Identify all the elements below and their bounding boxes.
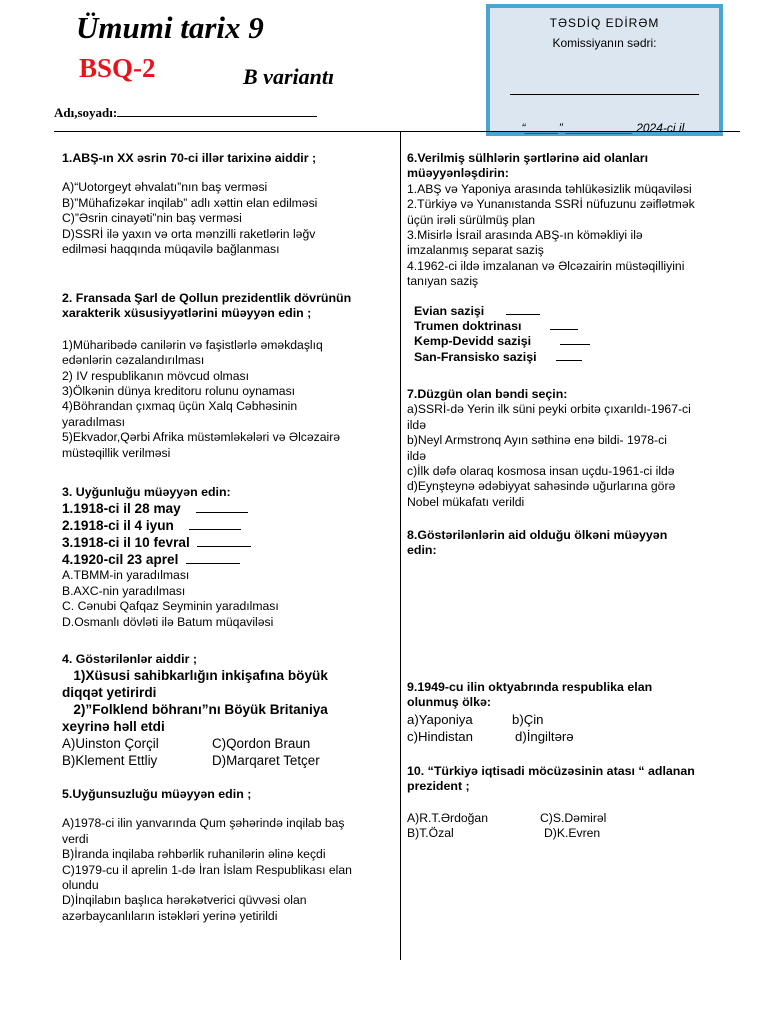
option: imzalanmış separat saziş [407, 243, 544, 258]
option: a)SSRİ-də Yerin ilk süni peyki orbitə çıxarıldı-1967-ci [407, 402, 691, 417]
question-7 [407, 387, 759, 510]
question-text: xarakterik xüsusiyyətlərini müəyyən edin ; [62, 306, 312, 321]
match-item: 3.1918-ci il 10 fevral [62, 534, 398, 551]
option: c)Hindistan [407, 728, 473, 744]
option: b)Çin [512, 711, 544, 727]
option: C)1979-cu il aprelin 1-də İran İslam Respublikası elan [62, 862, 352, 877]
option: B.AXC-nin yaradılması [62, 583, 186, 598]
question-2 [62, 291, 398, 461]
question-5 [62, 787, 398, 924]
question-text: 4. Göstərilənlər aiddir ; [62, 652, 197, 666]
option: 3.Misirlə İsrail arasında ABŞ-ın köməkliyi ilə [407, 228, 643, 243]
option: D.Osmanlı dövləti ilə Batum müqaviləsi [62, 614, 274, 629]
option: verdi [62, 831, 89, 846]
option: olundu [62, 878, 99, 893]
approval-box [486, 4, 723, 136]
option: D)SSRİ ilə yaxın və orta mənzilli raketlərin ləğv [62, 226, 316, 241]
option: tanıyan saziş [407, 274, 479, 289]
question-text: prezident ; [407, 779, 470, 794]
option: D)K.Evren [544, 826, 601, 841]
page-title: Ümumi tarix 9 [76, 10, 264, 45]
name-label: Adı,soyadı: [54, 105, 118, 120]
statement: diqqət yetirirdi [62, 685, 157, 701]
option: edənlərin cəzalandırılması [62, 353, 205, 368]
option: ildə [407, 417, 426, 432]
answer-blank[interactable] [189, 519, 241, 530]
option: 4.1962-ci ildə imzalanan və Əlcəzairin müstəqilliyini [407, 258, 685, 273]
answer-blank[interactable] [197, 536, 251, 547]
option: C)”Əsrin cinayəti”nin baş verməsi [62, 211, 242, 226]
question-text: 1.ABŞ-ın XX əsrin 70-ci illər tarixinə aiddir ; [62, 151, 317, 165]
option: 4)Böhrandan çıxmaq üçün Xalq Cəbhəsinin [62, 399, 298, 414]
approval-date: “_____” __________ 2024-ci il. [521, 121, 688, 135]
answer-blank[interactable] [196, 502, 248, 513]
answer-blank[interactable] [550, 319, 578, 330]
question-3 [62, 485, 398, 630]
option: 2.Türkiyə və Yunanıstanda SSRİ nüfuzunu zəiflətmək [407, 197, 695, 212]
option: Nobel mükafatı verildi [407, 494, 525, 509]
header-divider [54, 131, 740, 132]
option: A)“Uotorgeyt əhvalatı”nın baş verməsi [62, 180, 268, 195]
match-item: 1.1918-ci il 28 may [62, 500, 398, 517]
option: B)”Mühafizəkar inqilab” adlı xəttin elan edilməsi [62, 195, 318, 210]
statement: xeyrinə həll etdi [62, 719, 165, 735]
option: c)İlk dəfə olaraq kosmosa insan uçdu-1961-ci ildə [407, 464, 675, 479]
option: A)R.T.Ərdoğan [407, 810, 488, 825]
question-1 [62, 151, 398, 257]
option: 1)Müharibədə canilərin və faşistlərlə əməkdaşlıq [62, 337, 323, 352]
question-text: 7.Düzgün olan bəndi seçin: [407, 387, 568, 401]
option: edilməsi haqqında müqavilə bağlanması [62, 242, 280, 257]
option: C. Cənubi Qafqaz Seyminin yaradılması [62, 599, 279, 614]
question-9 [407, 680, 759, 745]
option: 3)Ölkənin dünya kreditoru rolunu oynaması [62, 384, 296, 399]
statement: 1)Xüsusi sahibkarlığın inkişafına böyük [62, 668, 328, 684]
option: yaradılması [62, 414, 125, 429]
option: C)Qordon Braun [212, 736, 311, 752]
option: 2) IV respublikanın mövcud olması [62, 368, 249, 383]
question-text: 8.Göstərilənlərin aid olduğu ölkəni müəyyən [407, 528, 668, 542]
variant-label: B variantı [243, 64, 335, 89]
name-blank[interactable] [117, 105, 317, 117]
question-text: 6.Verilmiş sülhlərin şərtlərinə aid olanları [407, 151, 649, 165]
option: A)Uinston Çorçil [62, 736, 159, 752]
match-item: Trumen doktrinası [407, 319, 759, 334]
option: 5)Ekvador,Qərbi Afrika müstəmləkələri və Əlcəzairə [62, 430, 341, 445]
match-item: Evian sazişi [407, 304, 759, 319]
option: B)İranda inqilaba rəhbərlik ruhanilərin əlinə keçdi [62, 847, 326, 862]
answer-blank[interactable] [506, 304, 540, 315]
exam-code: BSQ-2 [79, 53, 156, 83]
option: müstəqillik verilməsi [62, 445, 171, 460]
question-text: 10. “Türkiyə iqtisadi möcüzəsinin atası “ adlanan [407, 764, 695, 778]
option: 1.ABŞ və Yaponiya arasında təhlükəsizlik müqaviləsi [407, 181, 692, 196]
option: ildə [407, 448, 426, 463]
match-item: 4.1920-cil 23 aprel [62, 551, 398, 568]
match-item: San-Fransisko sazişi [407, 350, 759, 365]
option: a)Yaponiya [407, 711, 473, 727]
match-item: 2.1918-ci il 4 iyun [62, 517, 398, 534]
answer-blank[interactable] [556, 350, 582, 361]
option: D)Marqaret Tetçer [212, 753, 320, 769]
option: B)T.Özal [407, 826, 454, 841]
option: C)S.Dəmirəl [540, 810, 607, 825]
option: azərbaycanlıların istəkləri yerinə yetirildi [62, 908, 278, 923]
question-text: edin: [407, 543, 437, 558]
option: A)1978-ci ilin yanvarında Qum şəhərində inqilab baş [62, 816, 345, 831]
question-text: 2. Fransada Şarl de Qollun prezidentlik dövrünün [62, 291, 352, 305]
question-4 [62, 652, 398, 769]
question-8 [407, 528, 759, 559]
option: b)Neyl Armstronq Ayın səthinə enə bildi- 1978-ci [407, 433, 667, 448]
question-text: 5.Uyğunsuzluğu müəyyən edin ; [62, 787, 252, 801]
statement: 2)”Folklend böhranı”nı Böyük Britaniya [62, 702, 328, 718]
answer-blank[interactable] [186, 553, 240, 564]
signature-line [510, 94, 699, 95]
option: D)İnqilabın başlıca hərəkətverici qüvvəsi olan [62, 893, 307, 908]
question-text: 3. Uyğunluğu müəyyən edin: [62, 485, 231, 499]
option: A.TBMM-in yaradılması [62, 568, 190, 583]
option: B)Klement Ettliy [62, 753, 158, 769]
question-6 [407, 151, 759, 365]
match-item: Kemp-Devidd sazişi [407, 334, 759, 349]
approval-title: TƏSDİQ EDİRƏM [549, 16, 660, 30]
approval-subtitle: Komissiyanın sədri: [552, 36, 657, 50]
column-divider [400, 131, 401, 960]
question-text: 9.1949-cu ilin oktyabrında respublika elan [407, 680, 653, 694]
name-row [54, 105, 317, 121]
question-text: müəyyənləşdirin: [407, 166, 509, 181]
option: üçün irəli sürülmüş plan [407, 212, 536, 227]
option: d)İngiltərə [515, 728, 574, 744]
question-text: olunmuş ölkə: [407, 695, 491, 710]
question-10 [407, 764, 759, 842]
option: d)Eynşteynə ədəbiyyat sahəsində uğurlarına görə [407, 479, 676, 494]
answer-blank[interactable] [560, 334, 590, 345]
